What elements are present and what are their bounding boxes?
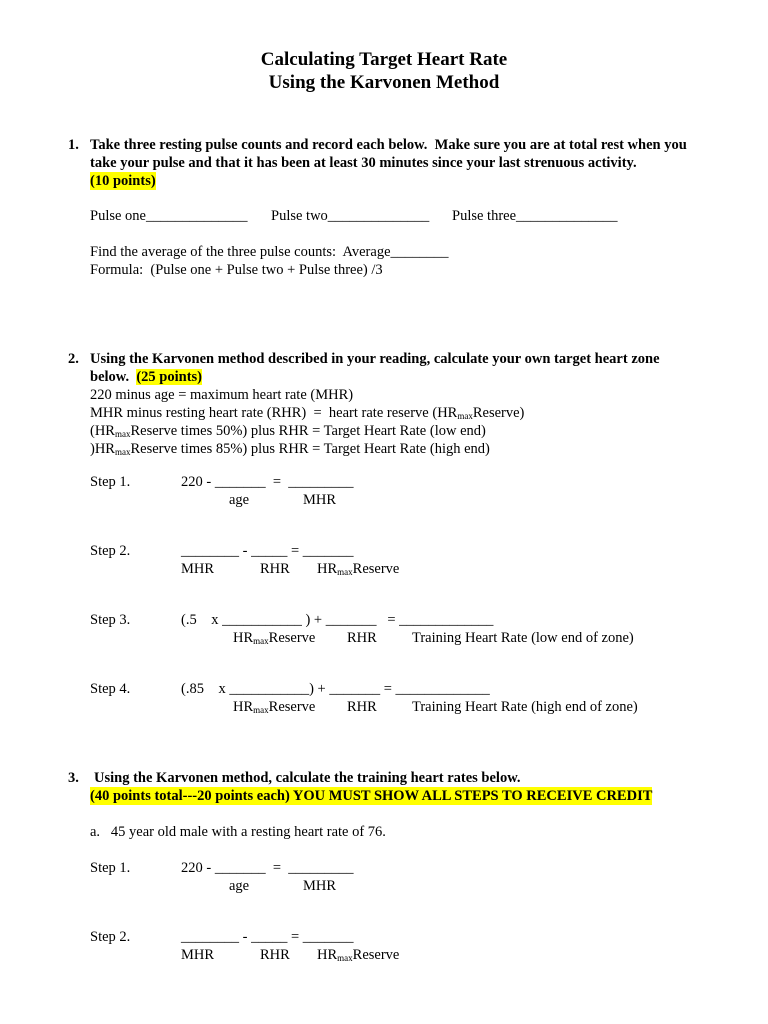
q2-step3-hrmax-label: $HR_{max}Reserve$ xyxy=(233,630,316,646)
q3-step2-rhr-label: RHR xyxy=(260,947,290,963)
q3-points: (40 points total---20 points each) YOU MUST SHOW ALL STEPS TO RECEIVE CREDIT xyxy=(90,788,653,804)
average-field[interactable]: Find the average of the three pulse counts: Average________ xyxy=(90,244,449,260)
q2-step2-mhr-label: MHR xyxy=(181,561,215,577)
q2-step1-equation[interactable]: 220 - _______ = _________ xyxy=(181,474,354,490)
q2-step3-rhr-label: RHR xyxy=(347,630,377,646)
q2-formula-3: ($HR_{max}Reserve$ times 50%) plus RHR = Target Heart Rate (low end) xyxy=(90,423,486,439)
q3-step2-label: Step 2. xyxy=(90,929,131,945)
q2-step1-label: Step 1. xyxy=(90,474,131,490)
q2-step3-label: Step 3. xyxy=(90,612,131,628)
q2-step2-hrmax-label: $HR_{max}Reserve$ xyxy=(317,561,400,577)
q3-step1-mhr-label: MHR xyxy=(303,878,337,894)
q1-text-line-1: Take three resting pulse counts and record each below. Make sure you are at total rest when you xyxy=(90,137,687,153)
q2-step3-equation[interactable]: (.5 x ___________ ) + _______ = _____________ xyxy=(181,612,494,628)
q3-step2-mhr-label: MHR xyxy=(181,947,215,963)
q2-number: 2. xyxy=(68,351,79,367)
q1-number: 1. xyxy=(68,137,79,153)
q2-formula-2: MHR minus resting heart rate (RHR) = heart rate reserve $(HR_{max}Reserve)$ xyxy=(90,405,525,421)
q3-step1-age-label: age xyxy=(229,878,250,894)
q3-step2-equation[interactable]: ________ - _____ = _______ xyxy=(181,929,354,945)
q2-points: (25 points) xyxy=(136,369,202,385)
q2-step1-mhr-label: MHR xyxy=(303,492,337,508)
q2-step1-age-label: age xyxy=(229,492,250,508)
q2-formula-1: 220 minus age = maximum heart rate (MHR) xyxy=(90,387,354,403)
q2-step4-rhr-label: RHR xyxy=(347,699,377,715)
q2-text-line-1: Using the Karvonen method described in your reading, calculate your own target heart zone xyxy=(90,351,660,367)
q3-number: 3. xyxy=(68,770,79,786)
q2-step4-equation[interactable]: (.85 x ___________) + _______ = _____________ xyxy=(181,681,490,697)
q2-text-line-2 xyxy=(90,368,202,386)
q3-text-line-1: Using the Karvonen method, calculate the training heart rates below. xyxy=(94,770,521,786)
title-line-1: Calculating Target Heart Rate xyxy=(260,49,508,70)
pulse-one-field[interactable]: Pulse one______________ xyxy=(90,208,248,224)
q1-text-line-2: take your pulse and that it has been at least 30 minutes since your last strenuous activity. xyxy=(90,155,637,171)
q1-formula: Formula: (Pulse one + Pulse two + Pulse three) /3 xyxy=(90,262,383,278)
q1-points: (10 points) xyxy=(90,173,156,189)
q2-step2-rhr-label: RHR xyxy=(260,561,290,577)
pulse-three-field[interactable]: Pulse three______________ xyxy=(452,208,618,224)
q2-below: below. xyxy=(90,369,130,385)
pulse-two-field[interactable]: Pulse two______________ xyxy=(271,208,430,224)
q2-step3-thr-label: Training Heart Rate (low end of zone) xyxy=(412,630,634,646)
q2-step2-equation[interactable]: ________ - _____ = _______ xyxy=(181,543,354,559)
q3-item-a: a. 45 year old male with a resting heart rate of 76. xyxy=(90,824,386,840)
q2-step4-label: Step 4. xyxy=(90,681,131,697)
q2-step4-hrmax-label: $HR_{max}Reserve$ xyxy=(233,699,316,715)
q2-step4-thr-label: Training Heart Rate (high end of zone) xyxy=(412,699,638,715)
q3-step2-hrmax-label: $HR_{max}Reserve$ xyxy=(317,947,400,963)
title-line-2: Using the Karvonen Method xyxy=(268,72,500,93)
q2-step2-label: Step 2. xyxy=(90,543,131,559)
q3-step1-label: Step 1. xyxy=(90,860,131,876)
q2-formula-4: )$HR_{max}Reserve$ times 85%) plus RHR = Target Heart Rate (high end) xyxy=(90,441,490,457)
q3-step1-equation[interactable]: 220 - _______ = _________ xyxy=(181,860,354,876)
